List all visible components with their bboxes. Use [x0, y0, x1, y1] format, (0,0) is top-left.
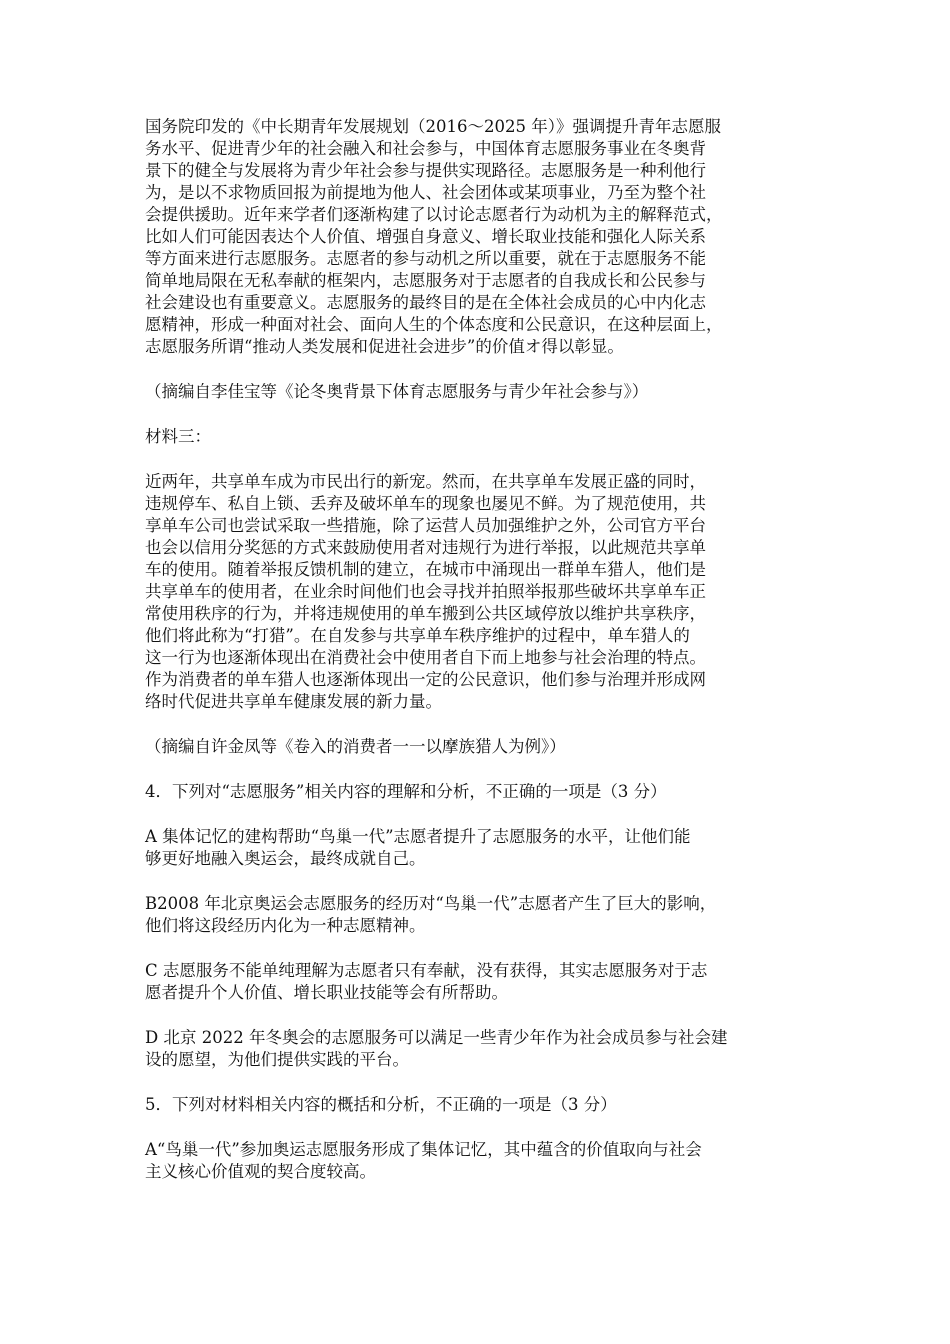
text-line: 络时代促进共享单车健康发展的新力量。 — [145, 692, 442, 711]
text-line: 常使用秩序的行为，并将违规使用的单车搬到公共区域停放以维护共享秩序， — [145, 604, 706, 623]
option-line: 主义核心价值观的契合度较高。 — [145, 1162, 376, 1181]
question4-option-b — [145, 893, 815, 937]
option-line: 够更好地融入奥运会，最终成就自己。 — [145, 849, 426, 868]
source-citation: （摘编自许金凤等《卷入的消费者一一以摩族猎人为例》） — [145, 737, 566, 756]
text-line: 共享单车的使用者，在业余时间他们也会寻找并拍照举报那些破坏共享单车正 — [145, 582, 706, 601]
option-line: A 集体记忆的建构帮助“鸟巢一代”志愿者提升了志愿服务的水平，让他们能 — [145, 827, 691, 846]
text-line: 社会建设也有重要意义。志愿服务的最终目的是在全体社会成员的心中内化志 — [145, 293, 706, 312]
option-line: B2008 年北京奥运会志愿服务的经历对“鸟巢一代”志愿者产生了巨大的影响， — [145, 894, 717, 913]
text-line: 愿精神，形成一种面对社会、面向人生的个体态度和公民意识，在这种层面上， — [145, 315, 723, 334]
text-line: 景下的健全与发展将为青少年社会参与提供实现路径。志愿服务是一种利他行 — [145, 161, 706, 180]
source-citation: （摘编自李佳宝等《论冬奥背景下体育志愿服务与青少年社会参与》） — [145, 382, 649, 401]
text-line: 国务院印发的《中长期青年发展规划（2016～2025 年）》强调提升青年志愿服 — [145, 117, 721, 136]
text-line: 车的使用。随着举报反馈机制的建立，在城市中涌现出一群单车猎人，他们是 — [145, 560, 706, 579]
text-line: 享单车公司也尝试采取一些措施，除了运营人员加强维护之外，公司官方平台 — [145, 516, 706, 535]
text-line: 等方面来进行志愿服务。志愿者的参与动机之所以重要，就在于志愿服务不能 — [145, 249, 706, 268]
option-line: 愿者提升个人价值、增长职业技能等会有所帮助。 — [145, 983, 508, 1002]
option-line: A“鸟巢一代”参加奥运志愿服务形成了集体记忆，其中蕴含的价值取向与社会 — [145, 1140, 702, 1159]
material3-heading — [145, 426, 815, 448]
text-line: 作为消费者的单车猎人也逐渐体现出一定的公民意识，他们参与治理并形成网 — [145, 670, 706, 689]
question-text: 4．下列对“志愿服务”相关内容的理解和分析，不正确的一项是（3 分） — [145, 782, 667, 801]
section-heading: 材料三： — [145, 427, 211, 446]
question4-option-c — [145, 960, 815, 1004]
material3-source — [145, 736, 815, 758]
material3-body — [145, 471, 815, 713]
text-line: 违规停车、私自上锁、丢弃及破坏单车的现象也屡见不鲜。为了规范使用，共 — [145, 494, 706, 513]
question5-stem — [145, 1094, 815, 1116]
question4-option-d — [145, 1027, 815, 1071]
option-line: D 北京 2022 年冬奥会的志愿服务可以满足一些青少年作为社会成员参与社会建 — [145, 1028, 728, 1047]
question5-option-a — [145, 1139, 815, 1183]
material2-body — [145, 116, 815, 358]
option-line: C 志愿服务不能单纯理解为志愿者只有奉献，没有获得，其实志愿服务对于志 — [145, 961, 708, 980]
question4-option-a — [145, 826, 815, 870]
text-line: 务水平、促进青少年的社会融入和社会参与，中国体育志愿服务事业在冬奥背 — [145, 139, 706, 158]
text-line: 这一行为也逐渐体现出在消费社会中使用者自下而上地参与社会治理的特点。 — [145, 648, 706, 667]
option-line: 设的愿望，为他们提供实践的平台。 — [145, 1050, 409, 1069]
text-line: 他们将此称为“打猎”。在自发参与共享单车秩序维护的过程中，单车猎人的 — [145, 626, 690, 645]
text-line: 会提供援助。近年来学者们逐渐构建了以讨论志愿者行为动机为主的解释范式， — [145, 205, 723, 224]
text-line: 为，是以不求物质回报为前提地为他人、社会团体或某项事业，乃至为整个社 — [145, 183, 706, 202]
text-line: 简单地局限在无私奉献的框架内，志愿服务对于志愿者的自我成长和公民参与 — [145, 271, 706, 290]
text-line: 近两年，共享单车成为市民出行的新宠。然而，在共享单车发展正盛的同时， — [145, 472, 706, 491]
material2-source — [145, 381, 815, 403]
question-text: 5．下列对材料相关内容的概括和分析，不正确的一项是（3 分） — [145, 1095, 617, 1114]
text-line: 也会以信用分奖惩的方式来鼓励使用者对违规行为进行举报，以此规范共享单 — [145, 538, 706, 557]
text-line: 比如人们可能因表达个人价值、增强自身意义、增长取业技能和强化人际关系 — [145, 227, 706, 246]
question4-stem — [145, 781, 815, 803]
text-line: 志愿服务所谓“推动人类发展和促进社会进步”的价值オ得以彰显。 — [145, 337, 624, 356]
option-line: 他们将这段经历内化为一种志愿精神。 — [145, 916, 426, 935]
document-page — [145, 116, 815, 1206]
